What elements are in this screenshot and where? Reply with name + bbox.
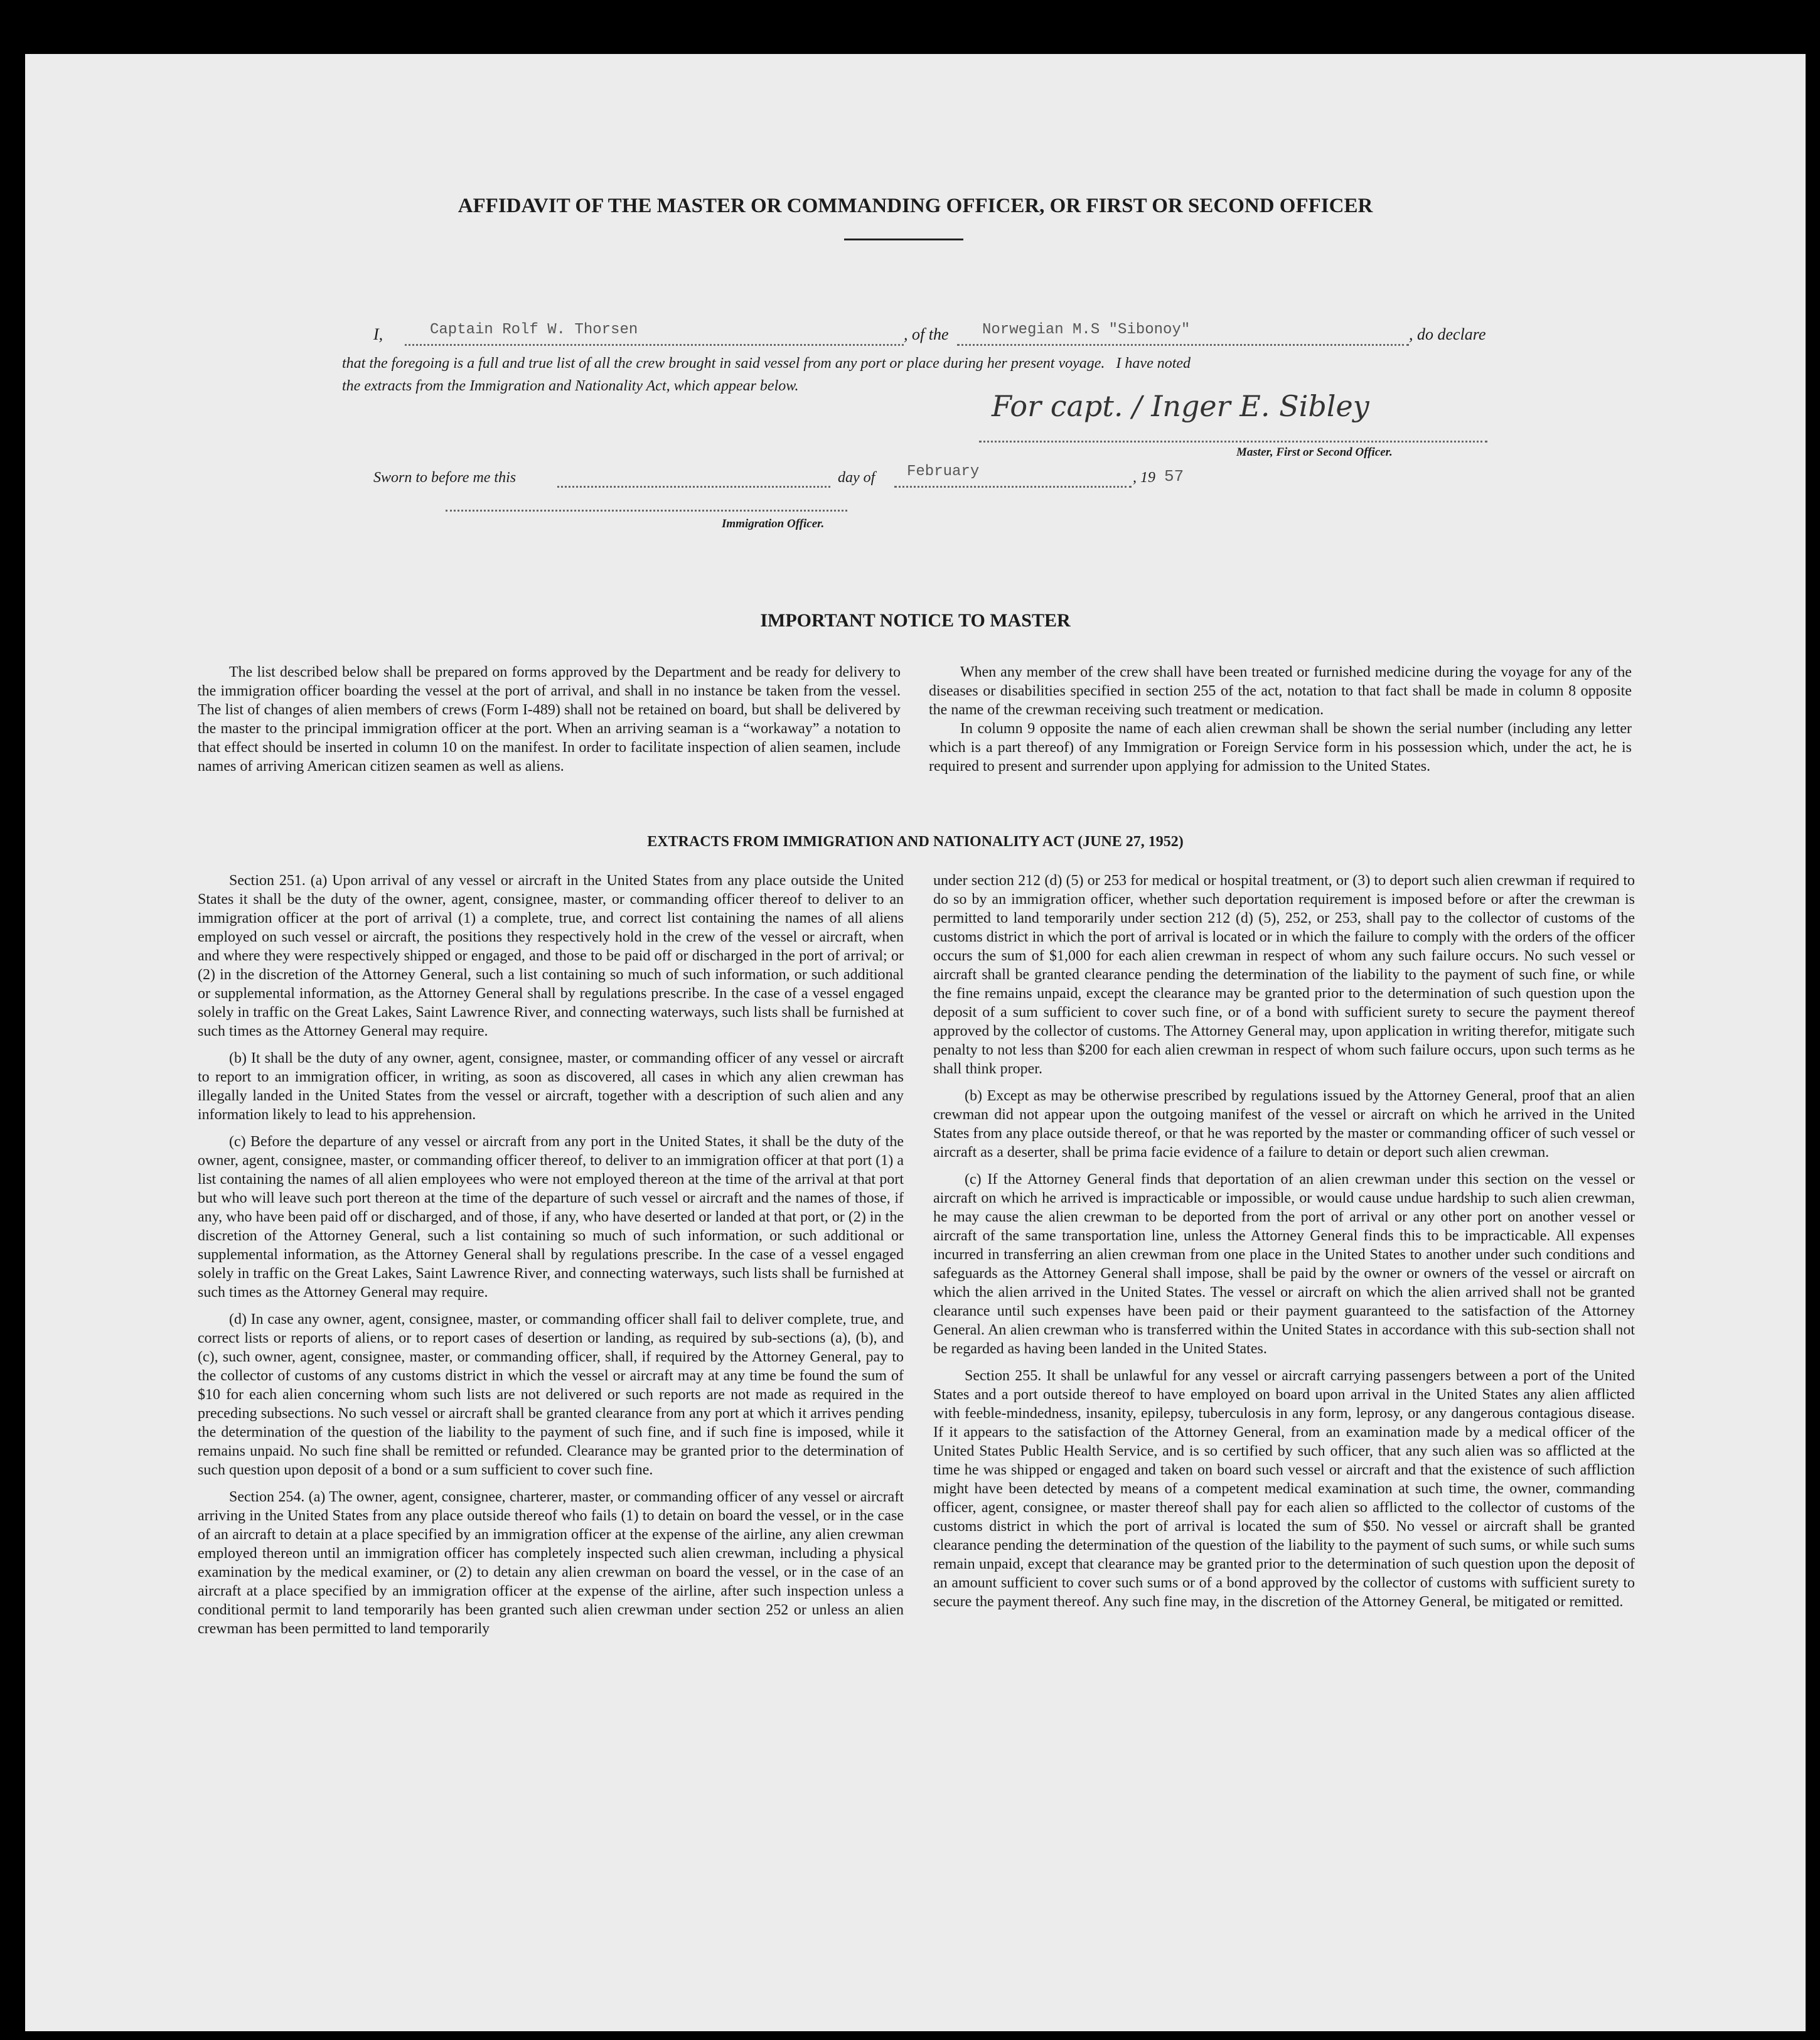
i-label: I, <box>373 325 383 343</box>
notice-right-text-2: In column 9 opposite the name of each alien crewman shall be shown the serial number (including any letter which is a part thereof) of any Immigration or Foreign Service form in his possession which, under the act, he is required to present and surrender upon applying for admission to the United States. <box>929 721 1632 775</box>
year-suffix: 57 <box>1164 467 1184 486</box>
statement-line-2: the extracts from the Immigration and Nationality Act, which appear below. <box>342 378 799 394</box>
signature-caption: Master, First or Second Officer. <box>1236 446 1393 459</box>
section-251-b: (b) It shall be the duty of any owner, agent, consignee, master, or commanding officer of any vessel or aircraft to report to an immigration officer, in writing, as soon as discovered, all cases in which any alien crewman has illegally landed in the United States from the vessel or aircraft, together with a description of such alien and any information likely to lead to his apprehension. <box>198 1050 904 1123</box>
affidavit-form-page <box>25 54 1806 2031</box>
master-name: Captain Rolf W. Thorsen <box>430 321 638 338</box>
extracts-title: EXTRACTS FROM IMMIGRATION AND NATIONALITY ACT (JUNE 27, 1952) <box>647 834 1184 850</box>
notice-left-column <box>198 663 901 776</box>
section-251-a: Section 251. (a) Upon arrival of any vessel or aircraft in the United States from any place outside the United States it shall be the duty of the owner, agent, consignee, master, or commanding officer thereof to deliver to an immigration officer at the port of arrival (1) a complete, true, and correct list containing the names of all aliens employed on such vessel or aircraft, the positions they respectively hold in the crew of the vessel or aircraft, when and where they were respectively shipped or engaged, and those to be paid off or discharged in the port of arrival; or (2) in the discretion of the Attorney General, such a list containing so much of such information, or such additional or supplemental information, as the Attorney General shall by regulations prescribe. In the case of a vessel engaged solely in traffic on the Great Lakes, Saint Lawrence River, and connecting waterways, such lists shall be furnished at such times as the Attorney General may require. <box>198 872 904 1039</box>
notice-right-column <box>929 663 1632 776</box>
section-254-b: (b) Except as may be otherwise prescribed by regulations issued by the Attorney General, proof that an alien crewman did not appear upon the outgoing manifest of the vessel or aircraft on which he arrived in the United States from any place outside thereof, or that he was reported by the master or commanding officer of such vessel or aircraft as a deserter, shall be prima facie evidence of a failure to detain or deport such alien crewman. <box>933 1088 1635 1161</box>
signature-line <box>979 389 1487 443</box>
section-254-a: Section 254. (a) The owner, agent, consignee, charterer, master, or commanding officer of any vessel or aircraft arriving in the United States from any place outside thereof who fails (1) to detain on board the vessel, or in the case of an aircraft to detain at a place specified by an immigration officer at the expense of the airline, any alien crewman employed thereon until an immigration officer has completely inspected such alien crewman, including a physical examination by the medical examiner, or (2) to detain any alien crewman on board the vessel, or in the case of an aircraft at a place specified by an immigration officer at the expense of the airline, after such inspection unless a conditional permit to land temporarily has been granted such alien crewman under section 252 or unless an alien crewman has been permitted to land temporarily <box>198 1489 904 1637</box>
vessel-name: Norwegian M.S "Sibonoy" <box>982 321 1191 338</box>
month-line <box>894 463 1132 488</box>
sworn-day-line <box>557 466 830 488</box>
extracts-right-column <box>933 871 1635 1611</box>
master-signature: For capt. / Inger E. Sibley <box>992 389 1369 423</box>
notice-right-text-1: When any member of the crew shall have been treated or furnished medicine during the voyage for any of the diseases or disabilities specified in section 255 of the act, notation to that fact shall be made in column 8 opposite the name of the crewman receiving such treatment or medication. <box>929 664 1632 718</box>
day-of-label: day of <box>838 470 875 486</box>
master-name-line <box>405 321 904 346</box>
section-254-a-cont: under section 212 (d) (5) or 253 for medical or hospital treatment, or (3) to deport such alien crewman if required to do so by an immigration officer, whether such deportation requirement is imposed before or after the crewman is permitted to land temporarily under section 212 (d) (5), 252, or 253, shall pay to the collector of customs of the customs district in which the port of arrival is located or in which the failure to comply with the orders of the officer occurs the sum of $1,000 for each alien crewman in respect of whom any such failure occurs. No such vessel or aircraft shall be granted clearance pending the determination of the liability to the payment of such fine, or while the fine remains unpaid, except the clearance may be granted prior to the determination of such question upon the deposit of a sum sufficient to cover such fine, or of a bond with sufficient surety to secure the payment thereof approved by the collector of customs. The Attorney General may, upon application in writing therefor, mitigate such penalty to not less than $200 for each alien crewman in respect of whom such failure occurs, upon such terms as he shall think proper. <box>933 872 1635 1077</box>
title-rule <box>844 239 963 240</box>
affidavit-title: AFFIDAVIT OF THE MASTER OR COMMANDING OFFICER, OR FIRST OR SECOND OFFICER <box>458 195 1373 217</box>
section-254-c: (c) If the Attorney General finds that deportation of an alien crewman under this section on the vessel or aircraft on which he arrived is impracticable or impossible, or would cause undue hardship to such alien crewman, he may cause the alien crewman to be deported from the port of arrival or any other port on another vessel or aircraft of the same transportation line, unless the Attorney General finds this to be impracticable. All expenses incurred in transferring an alien crewman from one place in the United States to another under such conditions and safeguards as the Attorney General shall impose, shall be paid by the owner or owners of the vessel or aircraft on which the alien arrived in the United States. The vessel or aircraft on which the alien arrived shall not be granted clearance until such expenses have been paid or their payment guaranteed to the satisfaction of the Attorney General. An alien crewman who is transferred within the United States in accordance with this sub-section shall not be regarded as having been landed in the United States. <box>933 1171 1635 1357</box>
of-the-label: , of the <box>904 325 949 343</box>
notice-left-text: The list described below shall be prepared on forms approved by the Department and be ready for delivery to the immigration officer boarding the vessel at the port of arrival, and shall in no instance be taken from the vessel. The list of changes of alien members of crews (Form I-489) shall not be retained on board, but shall be delivered by the master to the principal immigration officer at the port. When an arriving seaman is a “workaway” a notation to that effect should be inserted in column 10 on the manifest. In order to facilitate inspection of alien seamen, include names of arriving American citizen seamen as well as aliens. <box>198 664 901 775</box>
section-255: Section 255. It shall be unlawful for any vessel or aircraft carrying passengers between a port of the United States and a port outside thereof to have employed on board upon arrival in the United States any alien afflicted with feeble-mindedness, insanity, epilepsy, tuberculosis in any form, leprosy, or any dangerous contagious disease. If it appears to the satisfaction of the Attorney General, from an examination made by a medical officer of the United States Public Health Service, and is so certified by such officer, that any such alien was so afflicted at the time he was shipped or engaged and taken on board such vessel or aircraft and that the existence of such affliction might have been detected by means of a competent medical examination at such time, the owner, commanding officer, agent, consignee, or master thereof shall pay for each alien so afflicted to the collector of customs of the customs district in which the port of arrival is located the sum of $50. No vessel or aircraft shall be granted clearance pending the determination of the question of the liability to the payment of such sums, or while such sums remain unpaid, except that clearance may be granted prior to the determination of such question upon the deposit of an amount sufficient to cover such sums or of a bond approved by the collector of customs with sufficient surety to secure the payment thereof. Any such fine may, in the discretion of the Attorney General, be mitigated or remitted. <box>933 1368 1635 1610</box>
year-prefix: , 19 <box>1133 470 1155 486</box>
month-value: February <box>907 463 980 480</box>
officer-signature-line <box>446 493 847 512</box>
sworn-label: Sworn to before me this <box>373 470 517 486</box>
notice-title: IMPORTANT NOTICE TO MASTER <box>760 610 1071 631</box>
vessel-line <box>957 321 1409 346</box>
officer-caption: Immigration Officer. <box>722 517 825 530</box>
extracts-left-column <box>198 871 904 1638</box>
section-251-c: (c) Before the departure of any vessel or aircraft from any port in the United States, it shall be the duty of the owner, agent, consignee, master, or commanding officer thereof, to deliver to an immigration officer at that port (1) a list containing the names of all alien employees who were not employed thereon at the time of the arrival at that port but who will leave such port thereon at the time of the departure of such vessel or aircraft and the names of those, if any, who have been paid off or discharged, and of those, if any, who have deserted or landed at that port, or (2) in the discretion of the Attorney General, such a list containing so much of such information, or such additional or supplemental information, as the Attorney General shall by regulations prescribe. In the case of a vessel engaged solely in traffic on the Great Lakes, Saint Lawrence River, and connecting waterways, such lists shall be furnished at such times as the Attorney General may require. <box>198 1134 904 1301</box>
section-251-d: (d) In case any owner, agent, consignee, master, or commanding officer shall fail to deliver complete, true, and correct lists or reports of aliens, or to report cases of desertion or landing, as required by sub-sections (a), (b), and (c), such owner, agent, consignee, master, or commanding officer, shall, if required by the Attorney General, pay to the collector of customs of any customs district in which the vessel or aircraft may at any time be found the sum of $10 for each alien concerning whom such lists are not delivered or such reports are not made as required in the preceding subsections. No such vessel or aircraft shall be granted clearance from any port at which it arrives pending the determination of the question of the liability to the payment of such fine, and if such fine is imposed, while it remains unpaid. No such fine shall be remitted or refunded. Clearance may be granted prior to the determination of such question upon deposit of a bond or a sum sufficient to cover such fine. <box>198 1311 904 1478</box>
statement-line-1: that the foregoing is a full and true list of all the crew brought in said vessel from any port or place during her present voyage. I have noted <box>342 355 1191 372</box>
do-declare-label: , do declare <box>1409 325 1486 343</box>
